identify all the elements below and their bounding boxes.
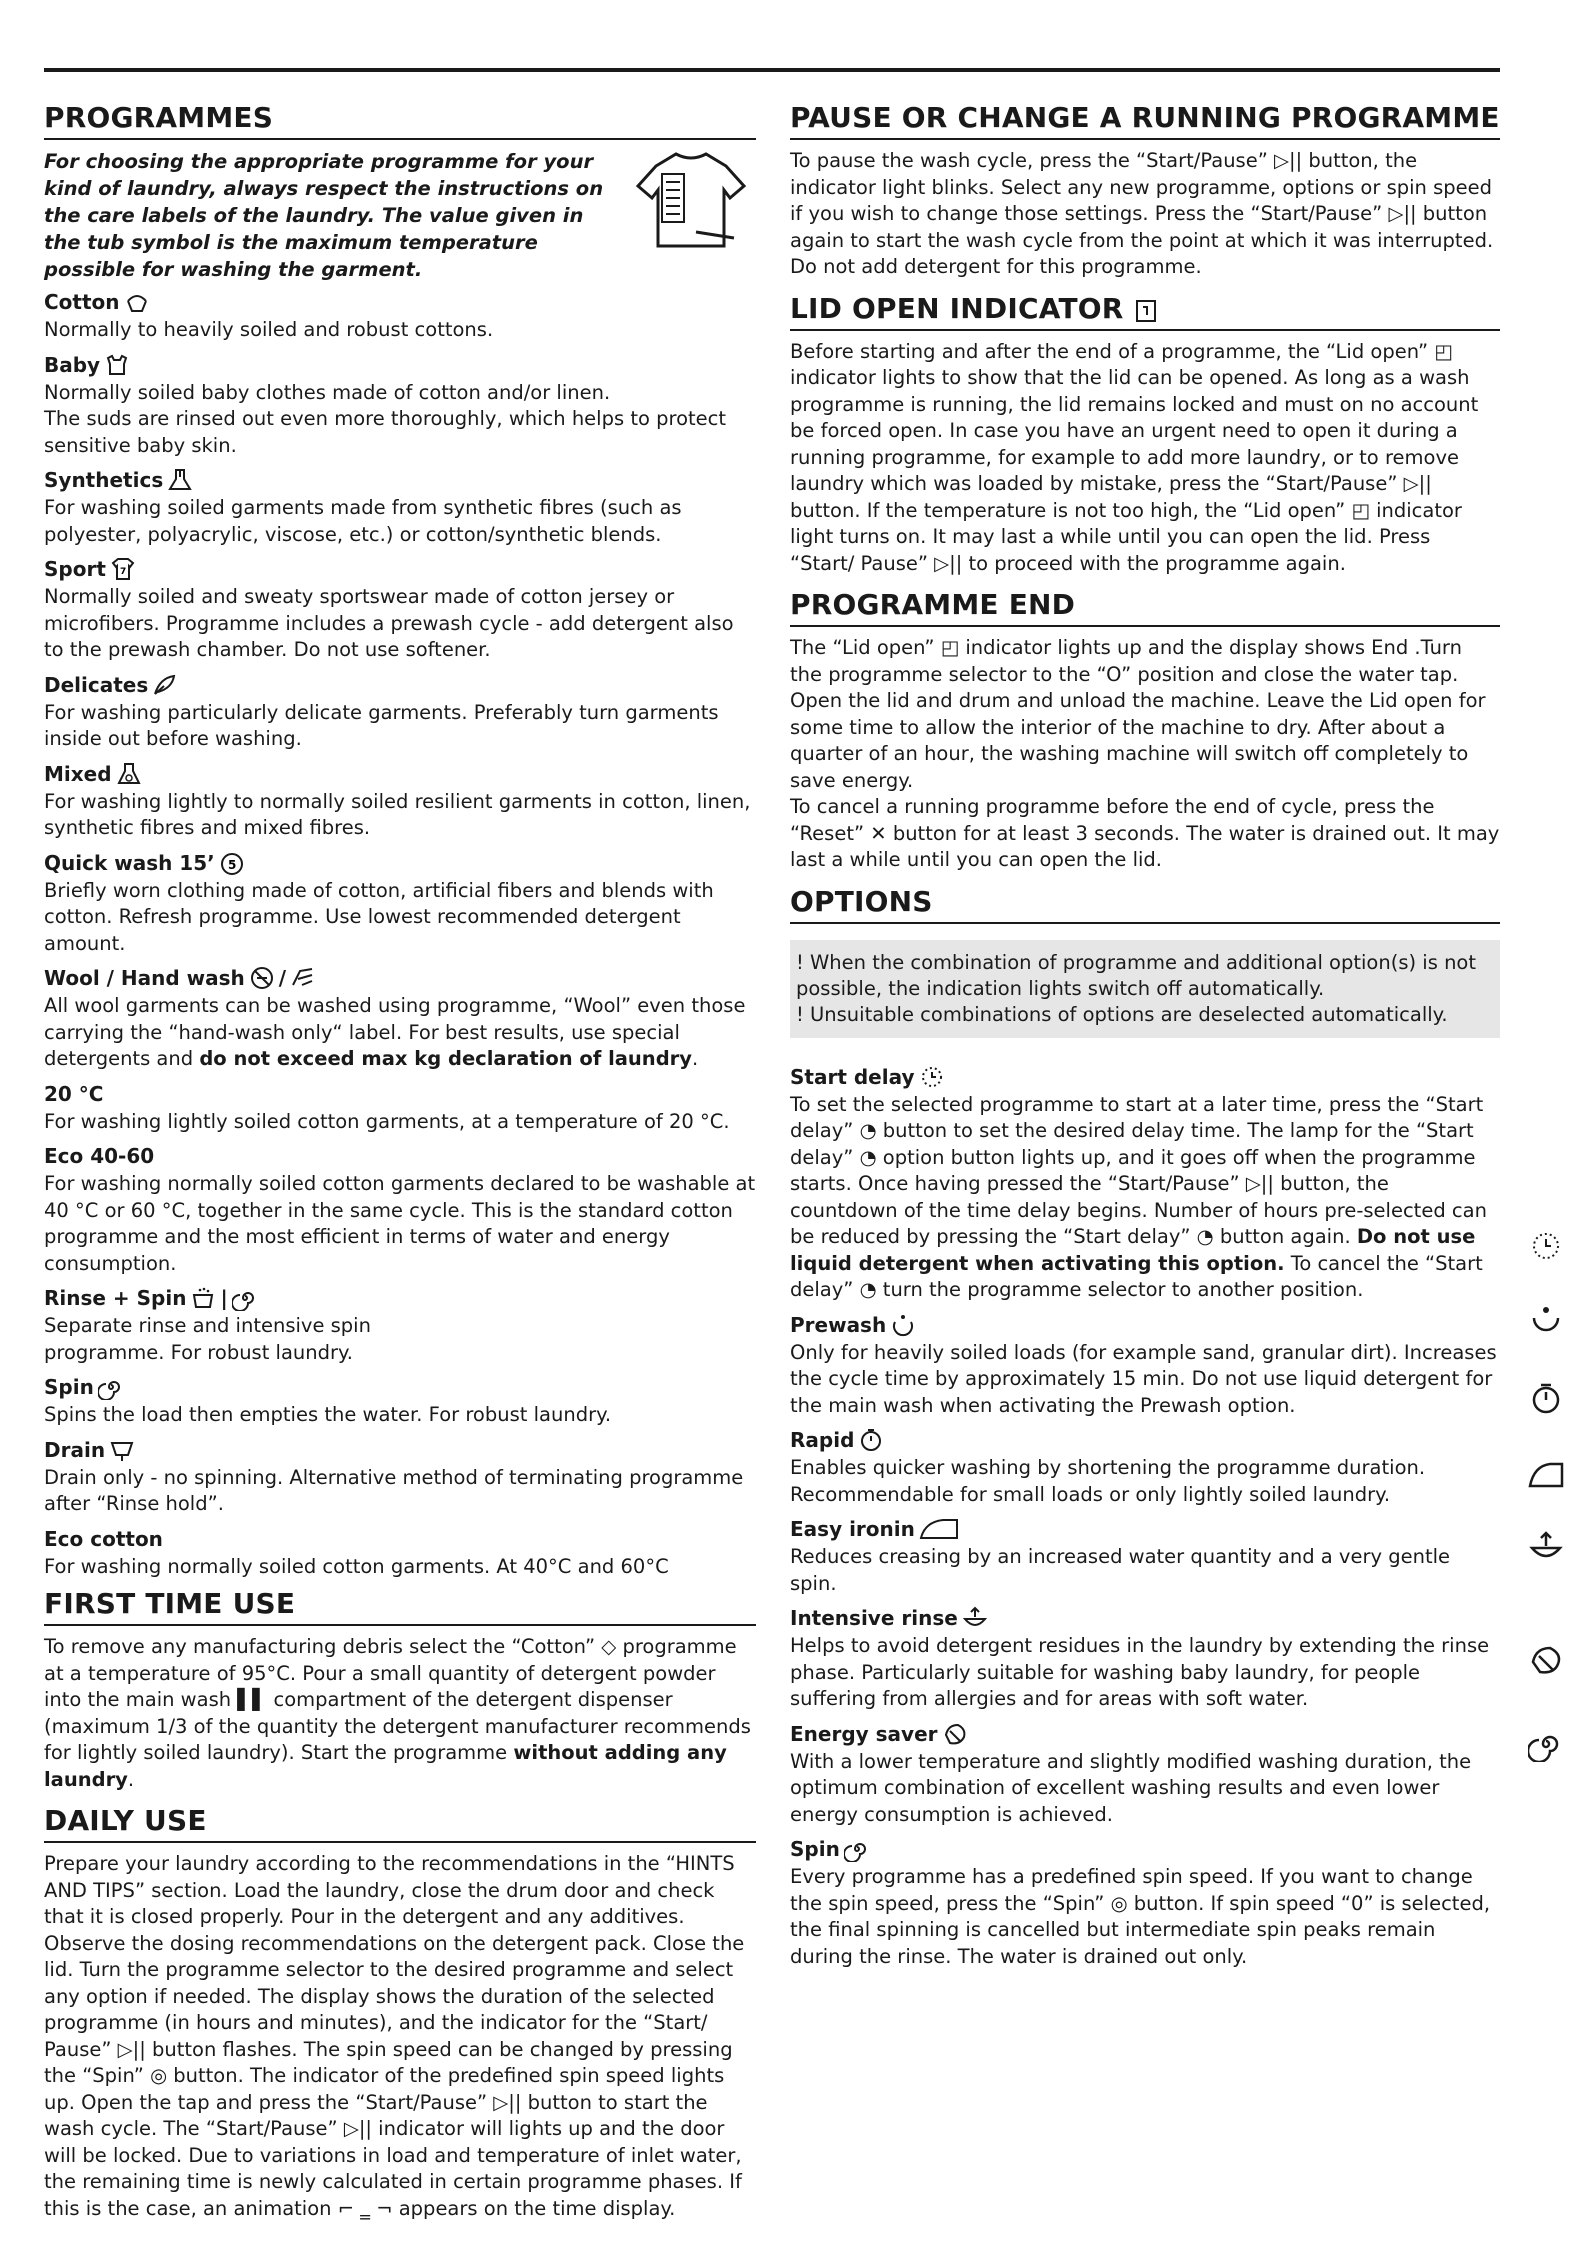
option-energy-saver <box>790 1719 1500 1829</box>
programme-name: Eco cotton <box>44 1526 163 1551</box>
programme-desc: Spins the load then empties the water. For robust laundry. <box>44 1403 612 1426</box>
programme-name: Baby <box>44 352 101 377</box>
option-prewash <box>790 1310 1500 1420</box>
baby-icon <box>104 352 130 378</box>
option-desc: Every programme has a predefined spin speed. If you want to change the spin speed, press the “Spin” ◎ button. If spin speed “0” is selected, the final spinning is cancelled but intermediate spin peaks remain during the rinse. The water is drained out only. <box>790 1865 1491 1968</box>
option-desc: With a lower temperature and slightly modified washing duration, the optimum combination of excellent washing results and even lower energy consumption is achieved. <box>790 1749 1472 1826</box>
options-section <box>790 884 1500 1971</box>
option-name: Prewash <box>790 1312 887 1337</box>
delicates-icon <box>152 672 178 698</box>
programme-drain <box>44 1435 756 1518</box>
programme-desc: Normally to heavily soiled and robust cottons. <box>44 318 494 341</box>
programme-desc: For washing normally soiled cotton garments declared to be washable at 40 °C or 60 °C, together in the same cycle. This is the standard cotton programme and the most efficient in terms of water and energy consumption. <box>44 1172 756 1275</box>
option-name: Easy ironin <box>790 1517 915 1541</box>
programme-end-section <box>790 587 1500 874</box>
programme-desc: Drain only - no spinning. Alternative method of terminating programme after “Rinse hold”. <box>44 1465 744 1515</box>
first-time-use-section <box>44 1586 756 1793</box>
option-name: Intensive rinse <box>790 1606 958 1630</box>
programme-desc-2: The suds are rinsed out even more thoroughly, which helps to protect sensitive baby skin. <box>44 407 727 457</box>
option-name: Spin <box>790 1837 840 1861</box>
hand-wash-icon <box>290 965 316 991</box>
programme-name: Drain <box>44 1437 106 1462</box>
option-desc: To set the selected programme to start at a later time, press the “Start delay” ◔ button to set the desired delay time. The lamp for the “Start delay” ◔ option button lights up, and it goes off when the programme starts. Once having pressed the “Start/Pause” ▷|| button, the countdown of the time delay begins. Number of hours pre-selected can be reduced by pressing the “Start delay” ◔ button again. Do not use liquid detergent when activating this option. To cancel the “Start delay” ◔ turn the programme selector to another position. <box>790 1092 1487 1301</box>
lid-open-section <box>790 291 1500 578</box>
programme-mixed <box>44 759 756 842</box>
programme-end-text: The “Lid open” ◰ indicator lights up and the display shows End .Turn the programme selector to the “O” position and close the water tap. Open the lid and drum and unload the machine. Leave the Lid open for some time to allow the interior of the machine to dry. After about a quarter of an hour, the washing machine will switch off completely to save energy. <box>790 636 1486 792</box>
option-rapid <box>790 1425 1500 1508</box>
lid-open-icon <box>1133 297 1159 323</box>
daily-use-text: Prepare your laundry according to the recommendations in the “HINTS AND TIPS” section. Load the laundry, close the drum door and check that it is closed properly. Pour in the detergent and any additives. Observe the dosing recommendations on the detergent pack. Close the lid. Turn the programme selector to the desired programme and select any option if needed. The display shows the duration of the selected programme (in hours and minutes), and the indicator for the “Start/ Pause” ▷|| button flashes. The spin speed can be changed by pressing the “Spin” ◎ button. The indicator of the predefined spin speed lights up. Open the tap and press the “Start/Pause” ▷|| button to start the wash cycle. The “Start/Pause” ▷|| indicator will lights up and the door will be locked. Due to variations in load and temperature of inlet water, the remaining time is newly calculated in certain programme phases. If this is the case, an animation ⌐ ‗ ¬ appears on the time display. <box>44 1852 745 2220</box>
programme-delicates <box>44 670 756 753</box>
pause-text: To pause the wash cycle, press the “Start/Pause” ▷|| button, the indicator light blinks. Select any new programme, options or spin speed if you wish to change those settings. Press the “Start/Pause” ▷|| button again to start the wash cycle from the point at which it was interrupted. Do not add detergent for this programme. <box>790 149 1494 278</box>
first-time-use-text: To remove any manufacturing debris select the “Cotton” ◇ programme at a temperature of 95°C. Pour a small quantity of detergent powder into the main wash ▌▌ compartment of the detergent dispenser (maximum 1/3 of the quantity the detergent manufacturer recommends for lightly soiled laundry). Start the programme without adding any laundry. <box>44 1635 751 1791</box>
programme-name: Rinse + Spin <box>44 1286 187 1310</box>
options-note-1: ! When the combination of programme and additional option(s) is not possible, the indication lights switch off automatically. <box>796 950 1477 1000</box>
option-intensive-rinse <box>790 1603 1500 1713</box>
programmes-intro <box>44 148 756 283</box>
daily-use-section <box>44 1803 756 2222</box>
programme-20c <box>44 1079 756 1136</box>
easy-iron-icon <box>1528 1456 1564 1492</box>
programme-eco-cotton <box>44 1524 756 1581</box>
programme-quick-wash <box>44 848 756 958</box>
options-note-2: ! Unsuitable combinations of options are deselected automatically. <box>796 1002 1448 1026</box>
programme-desc: For washing normally soiled cotton garments. At 40°C and 60°C <box>44 1554 669 1578</box>
option-name: Energy saver <box>790 1721 938 1746</box>
option-name: Rapid <box>790 1428 855 1452</box>
programme-name: 20 °C <box>44 1081 104 1106</box>
programme-end-text-2: To cancel a running programme before the end of cycle, press the “Reset” ✕ button for at least 3 seconds. The water is drained out. It may last a while until you can open the lid. <box>790 795 1500 871</box>
start-delay-icon <box>1528 1228 1564 1264</box>
rapid-icon <box>1528 1380 1564 1416</box>
intensive-rinse-icon <box>962 1605 988 1631</box>
svg-text:7: 7 <box>119 567 127 577</box>
cotton-icon <box>124 289 150 315</box>
programme-desc: Briefly worn clothing made of cotton, artificial fibers and blends with cotton. Refresh programme. Use lowest recommended detergent amount. <box>44 878 714 955</box>
prewash-icon <box>890 1312 916 1338</box>
programme-name: Delicates <box>44 672 149 697</box>
programme-name: Cotton <box>44 290 120 314</box>
option-desc: Reduces creasing by an increased water quantity and a very gentle spin. <box>790 1545 1451 1595</box>
start-delay-icon <box>919 1064 945 1090</box>
pause-section <box>790 100 1500 281</box>
svg-text:5: 5 <box>227 857 237 872</box>
spin-icon <box>1528 1726 1564 1762</box>
option-desc: Helps to avoid detergent residues in the laundry by extending the rinse phase. Particularly suitable for washing baby laundry, for people suffering from allergies and for areas with soft water. <box>790 1634 1490 1710</box>
wool-icon <box>249 965 275 991</box>
quick-wash-icon <box>219 850 245 876</box>
programme-desc: Normally soiled baby clothes made of cotton and/or linen. <box>44 380 611 404</box>
drain-icon <box>109 1437 135 1463</box>
programme-name: Spin <box>44 1375 94 1399</box>
care-label-shirt-icon <box>626 146 756 256</box>
programme-desc: For washing lightly to normally soiled resilient garments in cotton, linen, synthetic fibres and mixed fibres. <box>44 789 751 839</box>
programme-end-heading: PROGRAMME END <box>790 587 1500 627</box>
spin-icon <box>232 1285 258 1311</box>
synthetics-icon <box>167 467 193 493</box>
spin-icon <box>98 1374 124 1400</box>
programme-wool: Wool / Hand wash / All wool garments can be washed using programme, “Wool” even those carrying the “hand-wash only“ label. For best results, use special detergents and do not exceed max kg declaration of laundry. <box>44 963 756 1073</box>
daily-use-heading: DAILY USE <box>44 1803 756 1843</box>
option-spin <box>790 1834 1500 1970</box>
right-column <box>790 100 1500 1980</box>
programme-sport <box>44 554 756 664</box>
intensive-rinse-icon <box>1528 1528 1564 1564</box>
sport-icon <box>110 556 136 582</box>
programme-baby <box>44 350 756 460</box>
programme-desc: For washing particularly delicate garments. Preferably turn garments inside out before washing. <box>44 700 719 750</box>
option-start-delay <box>790 1062 1500 1304</box>
programme-eco-40-60 <box>44 1141 756 1277</box>
programme-name: Eco 40-60 <box>44 1144 155 1168</box>
energy-saver-icon <box>942 1721 968 1747</box>
programme-name: Wool / Hand wash <box>44 966 245 990</box>
programmes-intro-text: For choosing the appropriate programme for your kind of laundry, always respect the instructions on the care labels of the laundry. The value given in the tub symbol is the maximum temperature possible for washing the garment. <box>44 150 604 281</box>
left-column <box>44 100 756 2232</box>
rinse-spin-icon <box>190 1285 216 1311</box>
option-name: Start delay <box>790 1064 915 1089</box>
programme-desc: All wool garments can be washed using programme, “Wool” even those carrying the “hand-wash only“ label. For best results, use special detergents and do not exceed max kg declaration of laundry. <box>44 994 746 1070</box>
lid-open-text: Before starting and after the end of a programme, the “Lid open” ◰ indicator lights to show that the lid can be opened. As long as a wash programme is running, the lid remains locked and must on no account be forced open. In case you have an urgent need to open it during a running programme, for example to add more laundry, or to remove laundry which was loaded by mistake, press the “Start/Pause” ▷|| button. If the temperature is not too high, the “Lid open” ◰ indicator light turns on. It may last a while until you can open the lid. Press “Start/ Pause” ▷|| to proceed with the programme again. <box>790 339 1479 575</box>
options-heading: OPTIONS <box>790 884 1500 924</box>
rapid-icon <box>858 1427 884 1453</box>
programme-name: Synthetics <box>44 468 164 492</box>
programme-desc: Separate rinse and intensive spin programme. For robust laundry. <box>44 1314 371 1364</box>
easy-iron-icon <box>919 1516 959 1542</box>
programme-desc: For washing lightly soiled cotton garments, at a temperature of 20 °C. <box>44 1109 730 1133</box>
option-desc: Only for heavily soiled loads (for example sand, granular dirt). Increases the cycle time by approximately 15 min. Do not use liquid detergent for the main wash when activating the Prewash option. <box>790 1340 1497 1417</box>
mixed-icon <box>116 761 142 787</box>
programme-name: Quick wash 15’ <box>44 850 215 875</box>
programmes-heading: PROGRAMMES <box>44 100 756 140</box>
pause-heading: PAUSE OR CHANGE A RUNNING PROGRAMME <box>790 100 1500 140</box>
lid-open-heading: LID OPEN INDICATOR <box>790 291 1500 331</box>
spin-icon <box>844 1836 870 1862</box>
top-rule <box>44 68 1500 72</box>
programme-rinse-spin: Rinse + Spin | Separate rinse and intensive spin programme. For robust laundry. <box>44 1283 756 1366</box>
programme-name: Mixed <box>44 761 112 786</box>
energy-saver-icon <box>1528 1642 1564 1678</box>
programme-spin <box>44 1372 756 1429</box>
programme-desc: For washing soiled garments made from synthetic fibres (such as polyester, polyacrylic, viscose, etc.) or cotton/synthetic blends. <box>44 496 682 546</box>
options-note <box>790 940 1500 1038</box>
programme-desc: Normally soiled and sweaty sportswear made of cotton jersey or microfibers. Programme includes a prewash cycle - add detergent also to the prewash chamber. Do not use softener. <box>44 585 734 661</box>
programme-cotton <box>44 287 756 344</box>
first-time-use-heading: FIRST TIME USE <box>44 1586 756 1626</box>
programme-name: Sport <box>44 557 106 581</box>
programme-synthetics <box>44 465 756 548</box>
option-desc: Enables quicker washing by shortening the programme duration. Recommendable for small loads or only lightly soiled laundry. <box>790 1456 1426 1506</box>
prewash-icon <box>1528 1304 1564 1340</box>
option-easy-iron <box>790 1514 1500 1597</box>
